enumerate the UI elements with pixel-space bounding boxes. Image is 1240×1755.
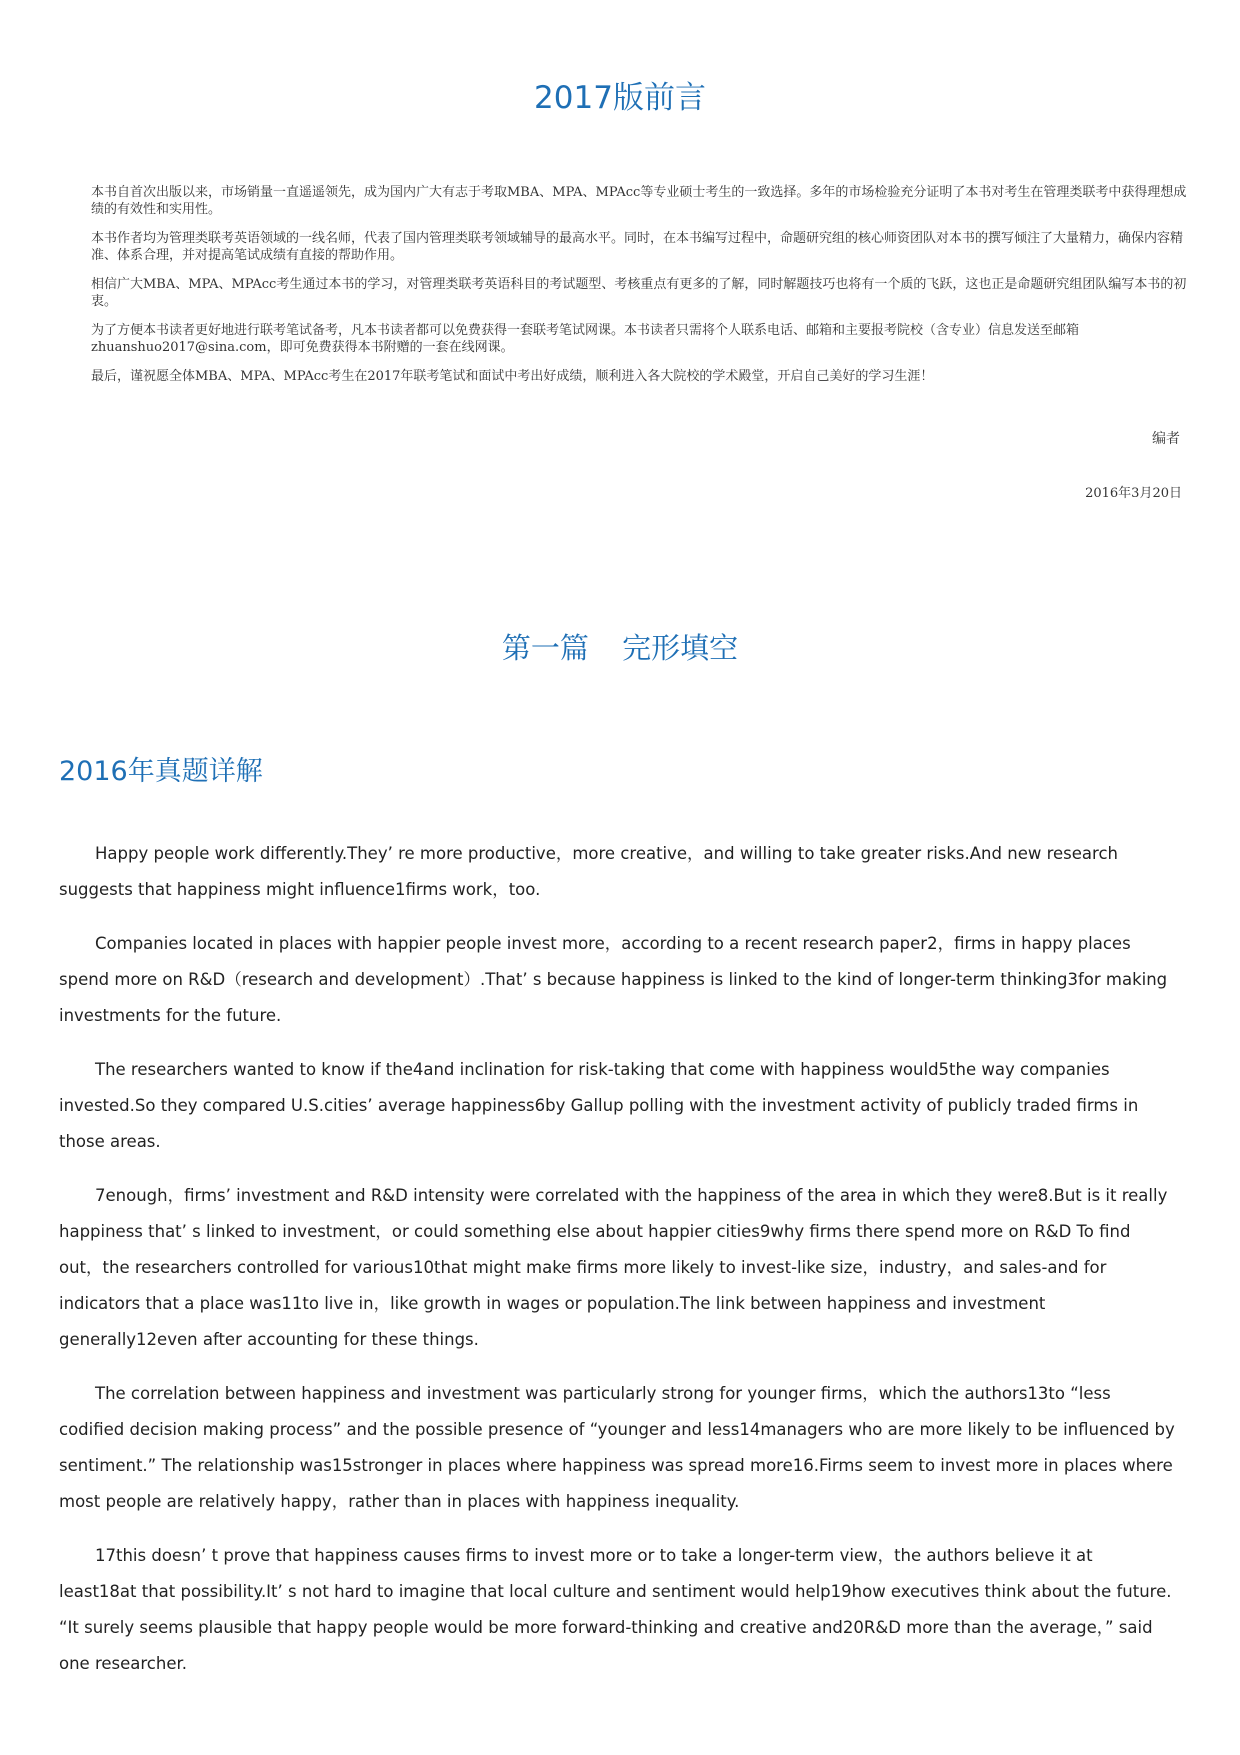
- passage-paragraph: The researchers wanted to know if the4and inclination for risk-taking that come with happiness would5the way companies invested.So they compared U.S.cities’ average happiness6by Gallup polling with the investment activity of publicly traded firms in those areas.: [59, 1060, 1139, 1151]
- passage-paragraph: Happy people work differently.They’ re more productive，more creative，and willing to take greater risks.And new research suggests that happiness might influence1firms work，too.: [59, 844, 1118, 899]
- passage-paragraph: 17this doesn’ t prove that happiness causes firms to invest more or to take a longer-term view，the authors believe it at least18at that possibility.It’ s not hard to imagine that local culture and sentiment would help19how executives think about the future. “It surely seems plausible that happy people would be more forward-thinking and creative and20R&D more than the average，” said one researcher.: [59, 1546, 1172, 1673]
- cloze-passage: [59, 836, 1175, 1700]
- preface-paragraph: 为了方便本书读者更好地进行联考笔试备考，凡本书读者都可以免费获得一套联考笔试网课。本书读者只需将个人联系电话、邮箱和主要报考院校（含专业）信息发送至邮箱zhuanshuo2017@sina.com，即可免费获得本书附赠的一套在线网课。: [91, 323, 1080, 355]
- passage-paragraph: The correlation between happiness and investment was particularly strong for younger firms，which the authors13to “less codified decision making process” and the possible presence of “younger and less14managers who are more likely to be influenced by sentiment.” The relationship was15stronger in places where happiness was spread more16.Firms seem to invest more in places where most people are relatively happy，rather than in places with happiness inequality.: [59, 1384, 1175, 1511]
- preface-title: 2017版前言: [534, 80, 706, 116]
- preface-date: 2016年3月20日: [1085, 486, 1182, 501]
- preface-paragraph: 相信广大MBA、MPA、MPAcc考生通过本书的学习，对管理类联考英语科目的考试题型、考核重点有更多的了解，同时解题技巧也将有一个质的飞跃，这也正是命题研究组团队编写本书的初衷。: [91, 277, 1187, 309]
- preface-paragraph: 本书作者均为管理类联考英语领域的一线名师，代表了国内管理类联考领域辅导的最高水平。同时，在本书编写过程中，命题研究组的核心师资团队对本书的撰写倾注了大量精力，确保内容精准、体系合理，并对提高笔试成绩有直接的帮助作用。: [91, 231, 1184, 263]
- preface-signature: 编者: [1152, 431, 1180, 447]
- preface-paragraph: 本书自首次出版以来，市场销量一直遥遥领先，成为国内广大有志于考取MBA、MPA、MPAcc等专业硕士考生的一致选择。多年的市场检验充分证明了本书对考生在管理类联考中获得理想成绩的有效性和实用性。: [91, 185, 1187, 217]
- preface-body: [91, 184, 1187, 397]
- passage-paragraph: Companies located in places with happier people invest more，according to a recent research paper2，firms in happy places spend more on R&D（research and development）.That’ s because happiness is linked to the kind of longer-term thinking3for making investments for the future.: [59, 934, 1168, 1025]
- preface-paragraph: 最后，谨祝愿全体MBA、MPA、MPAcc考生在2017年联考笔试和面试中考出好成绩，顺利进入各大院校的学术殿堂，开启自己美好的学习生涯！: [91, 369, 934, 384]
- part-title: 第一篇 完形填空: [501, 631, 739, 665]
- passage-paragraph: 7enough，firms’ investment and R&D intensity were correlated with the happiness of the area in which they were8.But is it really happiness that’ s linked to investment，or could something else about happier cities9why firms there spend more on R&D To find out，the researchers controlled for various10that might make firms more likely to invest-like size，industry，and sales-and for indicators that a place was11to live in，like growth in wages or population.The link between happiness and investment generally12even after accounting for these things.: [59, 1186, 1168, 1349]
- section-title: 2016年真题详解: [59, 756, 263, 787]
